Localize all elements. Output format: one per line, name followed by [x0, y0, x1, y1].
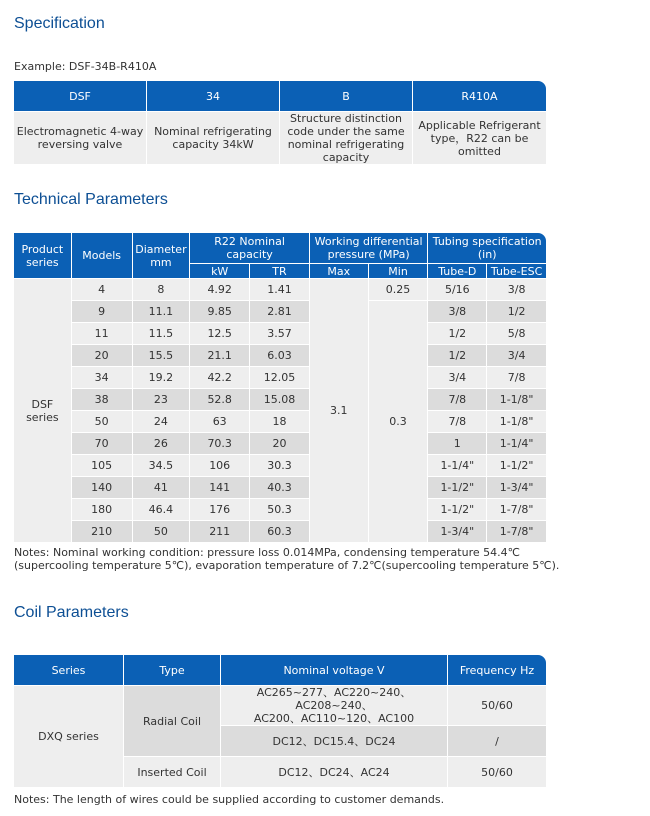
diameter-cell: 50	[133, 521, 191, 543]
coil-header-type: Type	[124, 655, 221, 686]
tube-esc-cell: 1-1/2"	[487, 455, 546, 477]
model-cell: 4	[72, 279, 133, 301]
tube-esc-cell: 5/8	[487, 323, 546, 345]
tr-cell: 2.81	[250, 301, 310, 323]
diameter-cell: 15.5	[133, 345, 191, 367]
coil-radial-ac-line-2: AC200、AC110~120、AC100	[253, 712, 415, 725]
specification-title: Specification	[14, 15, 105, 32]
kw-cell: 42.2	[190, 367, 250, 389]
technical-parameters-table	[14, 233, 546, 543]
spec-header-r410a: R410A	[413, 81, 546, 112]
tr-cell: 3.57	[250, 323, 310, 345]
table-row	[14, 279, 546, 301]
table-row	[14, 433, 546, 455]
spec-example: Example: DSF-34B-R410A	[14, 60, 157, 73]
tube-d-cell: 1-1/2"	[428, 477, 487, 499]
tube-esc-cell: 7/8	[487, 367, 546, 389]
tube-d-cell: 1/2	[428, 345, 487, 367]
tube-d-cell: 1	[428, 433, 487, 455]
header-diameter: Diameter mm	[133, 233, 191, 279]
tube-esc-cell: 1-1/4"	[487, 433, 546, 455]
technical-notes-line-2: (supercooling temperature 5℃), evaporation temperature of 7.2℃(supercooling temperature 5℃).	[14, 559, 560, 572]
diameter-cell: 23	[133, 389, 191, 411]
kw-cell: 4.92	[190, 279, 250, 301]
max-pressure-cell: 3.1	[310, 279, 369, 543]
header-kw: kW	[190, 264, 250, 279]
model-cell: 50	[72, 411, 133, 433]
diameter-cell: 24	[133, 411, 191, 433]
kw-cell: 12.5	[190, 323, 250, 345]
table-row	[14, 367, 546, 389]
table-row	[14, 301, 546, 323]
kw-cell: 211	[190, 521, 250, 543]
coil-inserted-frequency: 50/60	[448, 757, 546, 788]
coil-notes: Notes: The length of wires could be supplied according to customer demands.	[14, 793, 445, 806]
table-row	[14, 499, 546, 521]
diameter-cell: 34.5	[133, 455, 191, 477]
kw-cell: 9.85	[190, 301, 250, 323]
tube-esc-cell: 1/2	[487, 301, 546, 323]
spec-header-dsf: DSF	[14, 81, 147, 112]
kw-cell: 106	[190, 455, 250, 477]
kw-cell: 176	[190, 499, 250, 521]
tube-esc-cell: 1-7/8"	[487, 521, 546, 543]
coil-radial-ac-frequency: 50/60	[448, 686, 546, 726]
model-cell: 11	[72, 323, 133, 345]
kw-cell: 141	[190, 477, 250, 499]
tr-cell: 60.3	[250, 521, 310, 543]
coil-type-inserted: Inserted Coil	[124, 757, 221, 788]
product-series-cell: DSF series	[14, 279, 72, 543]
coil-inserted-voltage: DC12、DC24、AC24	[221, 757, 448, 788]
diameter-cell: 11.1	[133, 301, 191, 323]
technical-notes-line-1: Notes: Nominal working condition: pressure loss 0.014MPa, condensing temperature 54.4℃	[14, 546, 520, 559]
table-row	[14, 411, 546, 433]
tube-d-cell: 7/8	[428, 389, 487, 411]
tr-cell: 6.03	[250, 345, 310, 367]
coil-radial-ac-voltage	[221, 686, 448, 726]
table-row	[14, 389, 546, 411]
header-tube-d: Tube-D	[428, 264, 487, 279]
diameter-cell: 26	[133, 433, 191, 455]
tube-d-cell: 1-1/4"	[428, 455, 487, 477]
tube-d-cell: 3/8	[428, 301, 487, 323]
coil-parameters-table	[14, 655, 546, 788]
tube-d-cell: 3/4	[428, 367, 487, 389]
header-working-pressure: Working differential pressure (MPa)	[310, 233, 429, 264]
table-row	[14, 477, 546, 499]
header-models: Models	[72, 233, 133, 279]
table-row	[14, 455, 546, 477]
tr-cell: 30.3	[250, 455, 310, 477]
coil-header-voltage: Nominal voltage V	[221, 655, 448, 686]
spec-desc-dsf: Electromagnetic 4-way reversing valve	[14, 112, 147, 165]
header-tubing-spec: Tubing specification (in)	[428, 233, 546, 264]
tube-esc-cell: 1-7/8"	[487, 499, 546, 521]
spec-header-34: 34	[147, 81, 280, 112]
diameter-cell: 19.2	[133, 367, 191, 389]
min-pressure-cell: 0.3	[369, 301, 429, 543]
diameter-cell: 41	[133, 477, 191, 499]
tube-d-cell: 1-3/4"	[428, 521, 487, 543]
tr-cell: 50.3	[250, 499, 310, 521]
tube-d-cell: 1/2	[428, 323, 487, 345]
header-min: Min	[369, 264, 429, 279]
kw-cell: 63	[190, 411, 250, 433]
model-cell: 70	[72, 433, 133, 455]
table-row	[14, 323, 546, 345]
tr-cell: 40.3	[250, 477, 310, 499]
model-cell: 180	[72, 499, 133, 521]
spec-desc-r410a: Applicable Refrigerant type，R22 can be omitted	[413, 112, 546, 165]
tube-d-cell: 1-1/2"	[428, 499, 487, 521]
spec-desc-b: Structure distinction code under the same nominal refrigerating capacity	[280, 112, 413, 165]
kw-cell: 70.3	[190, 433, 250, 455]
table-row	[14, 345, 546, 367]
coil-type-radial: Radial Coil	[124, 686, 221, 757]
diameter-cell: 46.4	[133, 499, 191, 521]
model-cell: 9	[72, 301, 133, 323]
coil-radial-dc-frequency: /	[448, 726, 546, 757]
model-cell: 105	[72, 455, 133, 477]
coil-radial-dc-voltage: DC12、DC15.4、DC24	[221, 726, 448, 757]
tube-d-cell: 5/16	[428, 279, 487, 301]
model-cell: 38	[72, 389, 133, 411]
coil-parameters-title: Coil Parameters	[14, 604, 129, 621]
header-tube-esc: Tube-ESC	[487, 264, 546, 279]
coil-series-cell: DXQ series	[14, 686, 124, 788]
tube-esc-cell: 3/4	[487, 345, 546, 367]
tr-cell: 20	[250, 433, 310, 455]
coil-header-frequency: Frequency Hz	[448, 655, 546, 686]
specification-table	[14, 81, 546, 165]
tube-esc-cell: 1-3/4"	[487, 477, 546, 499]
header-max: Max	[310, 264, 369, 279]
tube-esc-cell: 1-1/8"	[487, 389, 546, 411]
tr-cell: 15.08	[250, 389, 310, 411]
header-tr: TR	[250, 264, 310, 279]
spec-desc-34: Nominal refrigerating capacity 34kW	[147, 112, 280, 165]
table-row	[14, 521, 546, 543]
min-pressure-cell-first: 0.25	[369, 279, 429, 301]
kw-cell: 52.8	[190, 389, 250, 411]
model-cell: 210	[72, 521, 133, 543]
coil-header-series: Series	[14, 655, 124, 686]
tube-d-cell: 7/8	[428, 411, 487, 433]
tr-cell: 12.05	[250, 367, 310, 389]
model-cell: 140	[72, 477, 133, 499]
coil-radial-ac-line-1: AC265~277、AC220~240、AC208~240、	[256, 686, 412, 712]
tr-cell: 18	[250, 411, 310, 433]
diameter-cell: 11.5	[133, 323, 191, 345]
diameter-cell: 8	[133, 279, 191, 301]
tube-esc-cell: 1-1/8"	[487, 411, 546, 433]
model-cell: 34	[72, 367, 133, 389]
model-cell: 20	[72, 345, 133, 367]
header-product-series: Product series	[14, 233, 72, 279]
tube-esc-cell: 3/8	[487, 279, 546, 301]
tr-cell: 1.41	[250, 279, 310, 301]
technical-parameters-title: Technical Parameters	[14, 191, 168, 208]
spec-header-b: B	[280, 81, 413, 112]
kw-cell: 21.1	[190, 345, 250, 367]
header-r22-capacity: R22 Nominal capacity	[190, 233, 310, 264]
